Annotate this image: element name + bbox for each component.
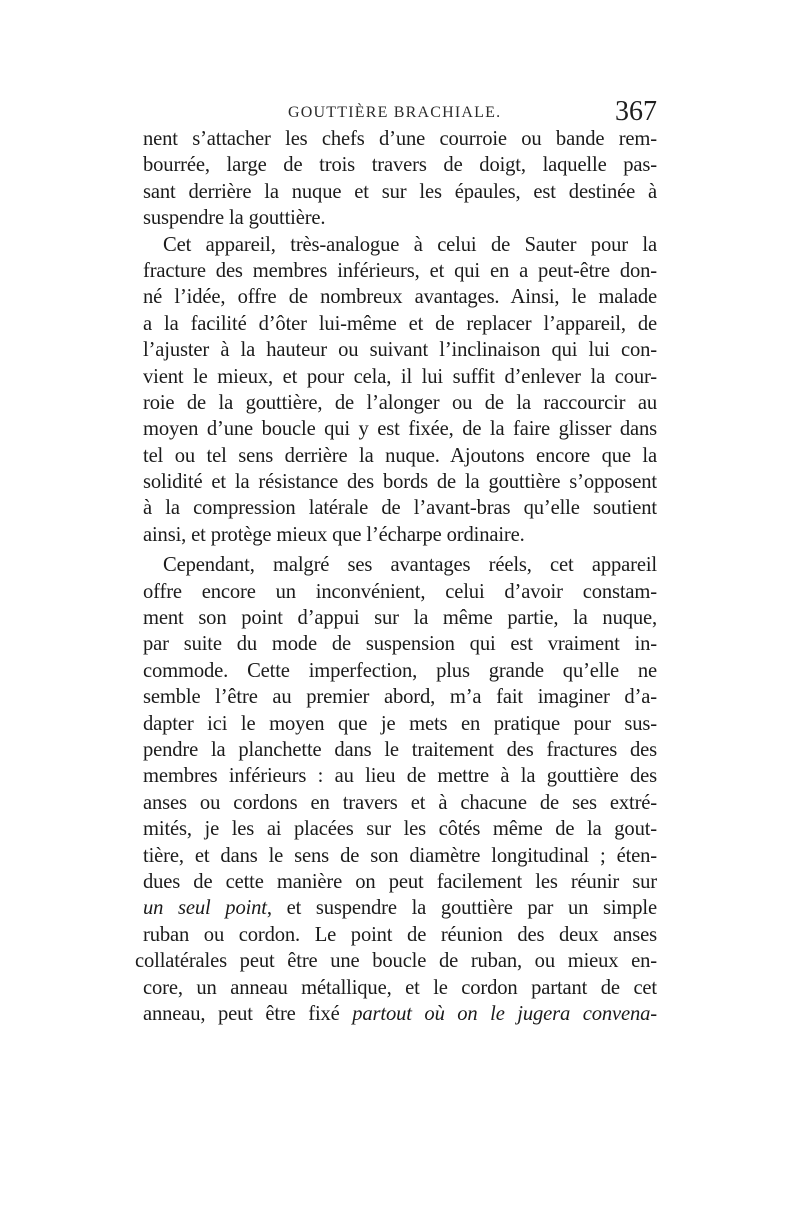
running-title: GOUTTIÈRE BRACHIALE. <box>288 104 502 121</box>
page-number: 367 <box>615 96 657 127</box>
text-line: l’ajuster à la hauteur ou suivant l’inclinaison qui lui con- <box>143 339 657 362</box>
roman-run: , et suspendre la gouttière par un simple <box>266 897 657 920</box>
text-line: a la facilité d’ôter lui-même et de replacer l’appareil, de <box>143 312 657 335</box>
text-line: né l’idée, offre de nombreux avantages. Ainsi, le malade <box>143 286 657 309</box>
text-line: sant derrière la nuque et sur les épaules, est destinée à <box>143 180 657 203</box>
text-line: dapter ici le moyen que je mets en pratique pour sus- <box>143 712 657 735</box>
text-line-mixed <box>143 895 657 921</box>
text-line: ruban ou cordon. Le point de réunion des deux anses <box>143 923 657 946</box>
text-line-mixed <box>143 1001 657 1027</box>
text-line: tière, et dans le sens de son diamètre longitudinal ; éten- <box>143 844 657 867</box>
italic-run: un seul point <box>143 897 267 920</box>
text-line: fracture des membres inférieurs, et qui en a peut-être don- <box>143 259 657 282</box>
text-line: membres inférieurs : au lieu de mettre à la gouttière des <box>143 765 657 788</box>
text-line: tel ou tel sens derrière la nuque. Ajoutons encore que la <box>143 444 657 467</box>
text-line: ment son point d’appui sur la même partie, la nuque, <box>143 607 657 630</box>
text-line: anses ou cordons en travers et à chacune de ses extré- <box>143 791 657 814</box>
text-line: core, un anneau métallique, et le cordon partant de cet <box>143 976 657 999</box>
text-line: vient le mieux, et pour cela, il lui suffit d’enlever la cour- <box>143 365 657 388</box>
text-line: semble l’être au premier abord, m’a fait imaginer d’a- <box>143 686 657 709</box>
text-line: pendre la planchette dans le traitement des fractures des <box>143 738 657 761</box>
running-head <box>143 96 657 130</box>
text-line: suspendre la gouttière. <box>143 207 326 230</box>
text-line: à la compression latérale de l’avant-bras qu’elle soutient <box>143 497 657 520</box>
text-line: Cependant, malgré ses avantages réels, cet appareil <box>163 554 657 577</box>
text-line: roie de la gouttière, de l’alonger ou de la raccourcir au <box>143 391 657 414</box>
text-line: commode. Cette imperfection, plus grande qu’elle ne <box>143 659 657 682</box>
italic-run: partout où on le jugera convena- <box>352 1002 657 1025</box>
text-line: offre encore un inconvénient, celui d’avoir constam- <box>143 580 657 603</box>
text-line: solidité et la résistance des bords de la gouttière s’opposent <box>143 471 657 494</box>
text-line: ainsi, et protège mieux que l’écharpe ordinaire. <box>143 523 525 546</box>
body-text <box>135 126 657 1027</box>
text-line: nent s’attacher les chefs d’une courroie ou bande rem- <box>143 128 657 150</box>
text-line: par suite du mode de suspension qui est vraiment in- <box>143 633 657 656</box>
text-line: collatérales peut être une boucle de ruban, ou mieux en- <box>135 950 657 973</box>
text-line: mités, je les ai placées sur les côtés même de la gout- <box>143 818 657 841</box>
text-line: bourrée, large de trois travers de doigt, laquelle pas- <box>143 154 657 177</box>
roman-run: anneau, peut être fixé <box>143 1002 353 1025</box>
text-line: Cet appareil, très-analogue à celui de Sauter pour la <box>163 233 657 256</box>
text-line: dues de cette manière on peut facilement les réunir sur <box>143 870 657 893</box>
text-line: moyen d’une boucle qui y est fixée, de la faire glisser dans <box>143 418 657 441</box>
